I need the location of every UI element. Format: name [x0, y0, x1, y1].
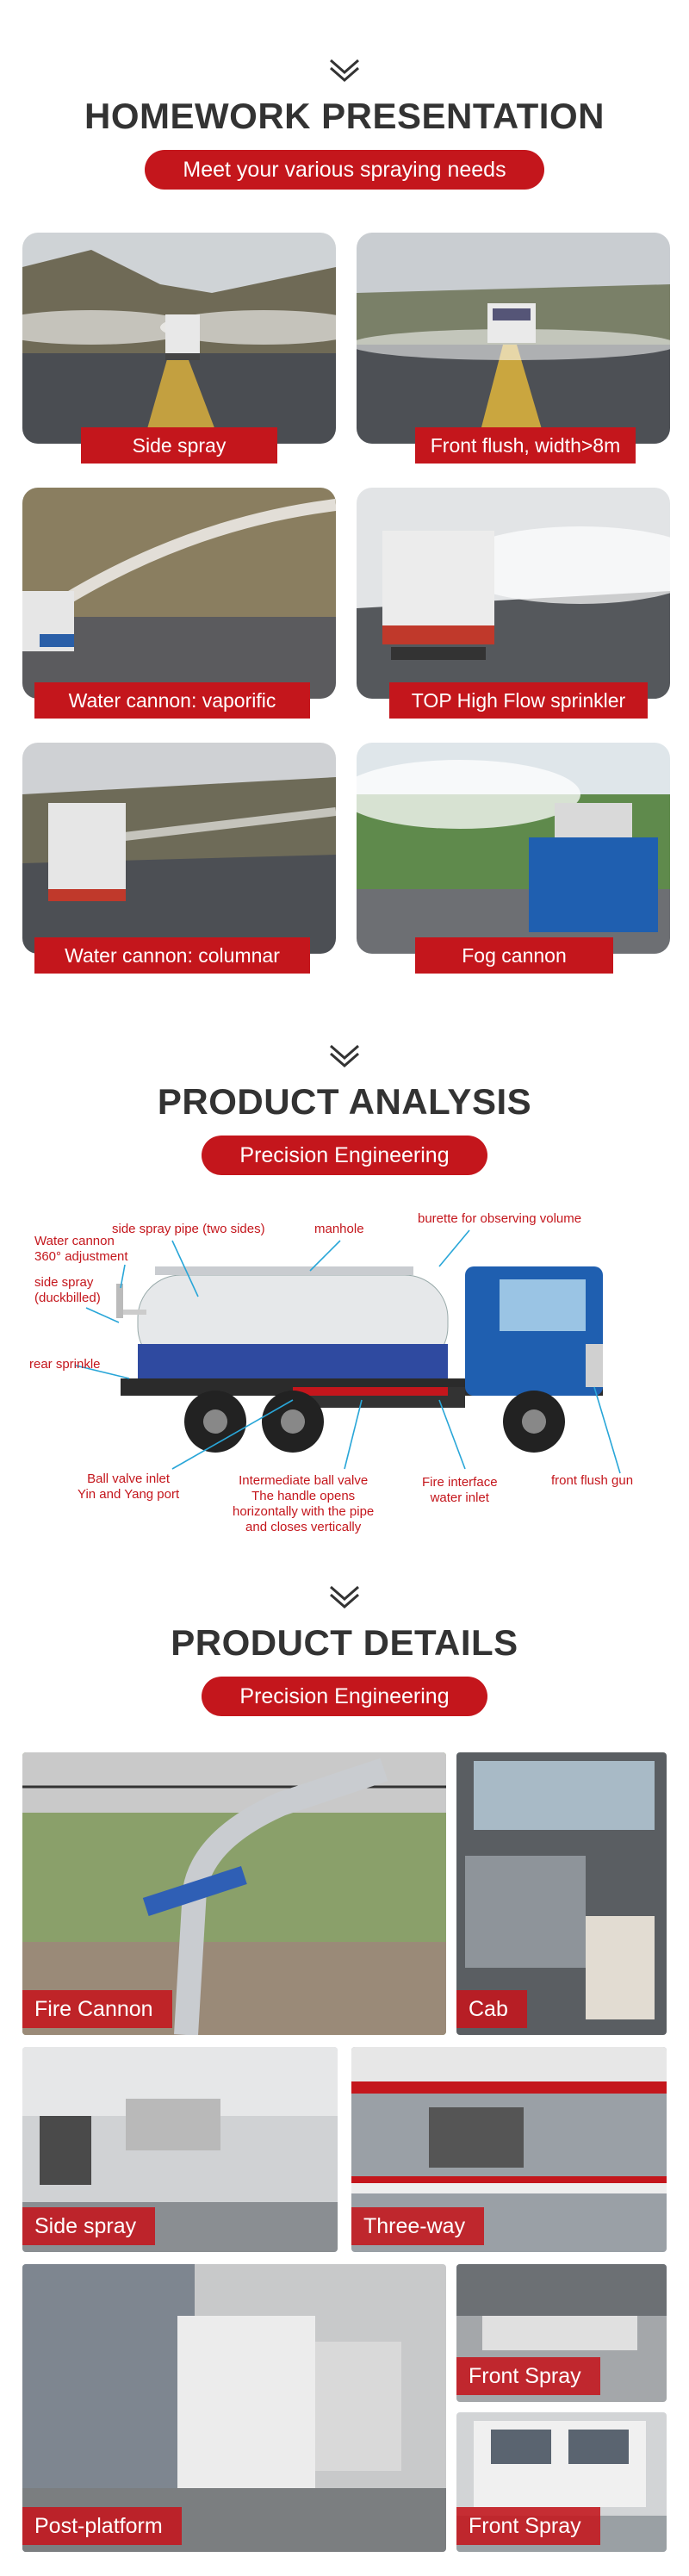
detail-front-spray-2 — [456, 2412, 667, 2552]
details-subtitle: Precision Engineering — [202, 1677, 487, 1716]
caption-top-high-flow: TOP High Flow sprinkler — [389, 682, 648, 719]
caption-three-way: Three-way — [351, 2207, 484, 2245]
label-side-spray-pipe: side spray pipe (two sides) — [112, 1222, 265, 1236]
label-side-spray-duckbilled: side spray (duckbilled) — [34, 1275, 101, 1305]
label-rear-sprinkle: rear sprinkle — [29, 1357, 101, 1372]
label-burette: burette for observing volume — [418, 1211, 582, 1226]
caption-cab: Cab — [456, 1990, 527, 2028]
label-manhole: manhole — [314, 1222, 364, 1236]
caption-fog-cannon: Fog cannon — [415, 937, 613, 974]
caption-water-cannon-vaporific: Water cannon: vaporific — [34, 682, 310, 719]
details-header — [0, 1584, 689, 1716]
analysis-subtitle: Precision Engineering — [202, 1136, 487, 1175]
photo-fog-cannon — [357, 743, 670, 954]
homework-subtitle: Meet your various spraying needs — [145, 150, 543, 190]
details-title: PRODUCT DETAILS — [171, 1622, 518, 1663]
photo-front-flush — [357, 233, 670, 444]
chevron-down-icon — [327, 57, 362, 83]
photo-water-cannon-columnar — [22, 743, 336, 954]
analysis-header — [0, 1042, 689, 1175]
label-water-cannon: Water cannon 360° adjustment — [34, 1234, 128, 1264]
label-front-flush-gun: front flush gun — [551, 1473, 634, 1488]
analysis-title: PRODUCT ANALYSIS — [157, 1081, 532, 1122]
caption-water-cannon-columnar: Water cannon: columnar — [34, 937, 310, 974]
caption-post-platform: Post-platform — [22, 2507, 182, 2545]
chevron-down-icon — [327, 1042, 362, 1068]
label-fire-interface: Fire interface water inlet — [422, 1475, 498, 1505]
caption-front-flush: Front flush, width>8m — [415, 427, 636, 464]
detail-front-spray-1 — [456, 2264, 667, 2402]
detail-side-spray — [22, 2047, 338, 2252]
label-intermediate-ball-valve: Intermediate ball valve The handle opens horizontally with the pipe and closes vertically — [233, 1473, 375, 1534]
detail-fire-cannon — [22, 1752, 446, 2035]
detail-three-way — [351, 2047, 667, 2252]
truck-diagram — [29, 1211, 655, 1568]
chevron-down-icon — [327, 1584, 362, 1609]
caption-front-spray-1: Front Spray — [456, 2357, 600, 2395]
photo-water-cannon-vaporific — [22, 488, 336, 699]
caption-side-spray: Side spray — [81, 427, 277, 464]
caption-side-spray: Side spray — [22, 2207, 155, 2245]
photo-top-high-flow — [357, 488, 670, 699]
caption-front-spray-2: Front Spray — [456, 2507, 600, 2545]
label-ball-valve-inlet: Ball valve inlet Yin and Yang port — [78, 1472, 180, 1502]
homework-header — [0, 57, 689, 190]
photo-side-spray — [22, 233, 336, 444]
caption-fire-cannon: Fire Cannon — [22, 1990, 172, 2028]
detail-post-platform — [22, 2264, 446, 2552]
homework-title: HOMEWORK PRESENTATION — [84, 96, 605, 136]
detail-cab — [456, 1752, 667, 2035]
